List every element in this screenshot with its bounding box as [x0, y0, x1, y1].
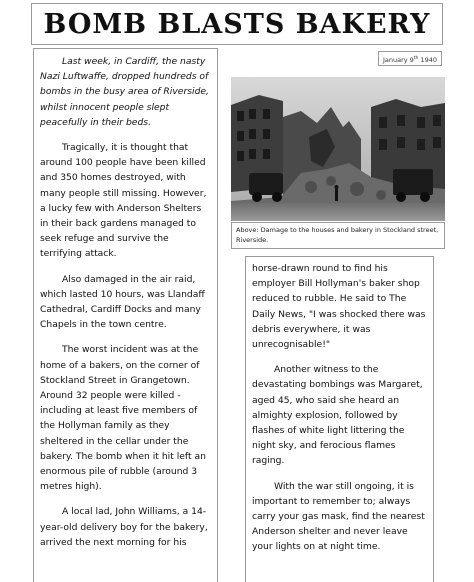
photo-caption: Above: Damage to the houses and bakery in Stockland street, Riverside.: [236, 226, 439, 244]
margaret-paragraph: Another witness to the devastating bombings was Margaret, aged 45, who said she heard an almighty explosion, followed by flashes of white light littering the night sky, and ferocious flames raging.: [252, 364, 423, 467]
continued-paragraph: horse-drawn round to find his employer Bill Hollyman's baker shop reduced to rubble. He said to The Daily News, "I was shocked there was debris everywhere, it was unrecognisable!": [252, 263, 426, 351]
damage-paragraph: Also damaged in the air raid, which lasted 10 hours, was Llandaff Cathedral, Cardiff Docks and many Chapels in the town centre.: [40, 273, 205, 331]
headline: BOMB BLASTS BAKERY: [43, 8, 431, 40]
date-year: 1940: [418, 56, 438, 65]
casualties-paragraph: Tragically, it is thought that around 100 people have been killed and 350 homes destroyed, with many people still missing. However, a lucky few with Anderson Shelters in their back gardens managed to seek refuge and survive the terrifying attack.: [40, 142, 207, 260]
photo-image: [231, 77, 445, 221]
photo-caption-box: [231, 222, 445, 249]
intro-paragraph: Last week, in Cardiff, the nasty Nazi Luftwaffe, dropped hundreds of bombs in the busy area of Riverside, whilst innocent people slept peacefully in their beds.: [40, 56, 209, 128]
right-column: [245, 256, 434, 582]
headline-box: [31, 3, 443, 45]
advice-paragraph: With the war still ongoing, it is important to remember to; always carry your gas mask, find the nearest Anderson shelter and never leave your lights on at night time.: [252, 480, 425, 553]
witness-paragraph: A local lad, John Williams, a 14-year-old delivery boy for the bakery, arrived the next morning for his: [40, 506, 208, 548]
left-column: [33, 48, 218, 582]
bombed-street-photo: [231, 77, 445, 221]
bakery-paragraph: The worst incident was at the home of a bakers, on the corner of Stockland Street in Grangetown. Around 32 people were killed - including at least five members of the Hollyman family as they sheltered in the cellar under the bakery. The bomb when it hit left an enormous pile of rubble (around 3 metres high).: [40, 344, 206, 493]
date-suffix: th: [413, 56, 419, 61]
date-box: [378, 51, 442, 66]
date-day: January 9: [382, 56, 414, 65]
